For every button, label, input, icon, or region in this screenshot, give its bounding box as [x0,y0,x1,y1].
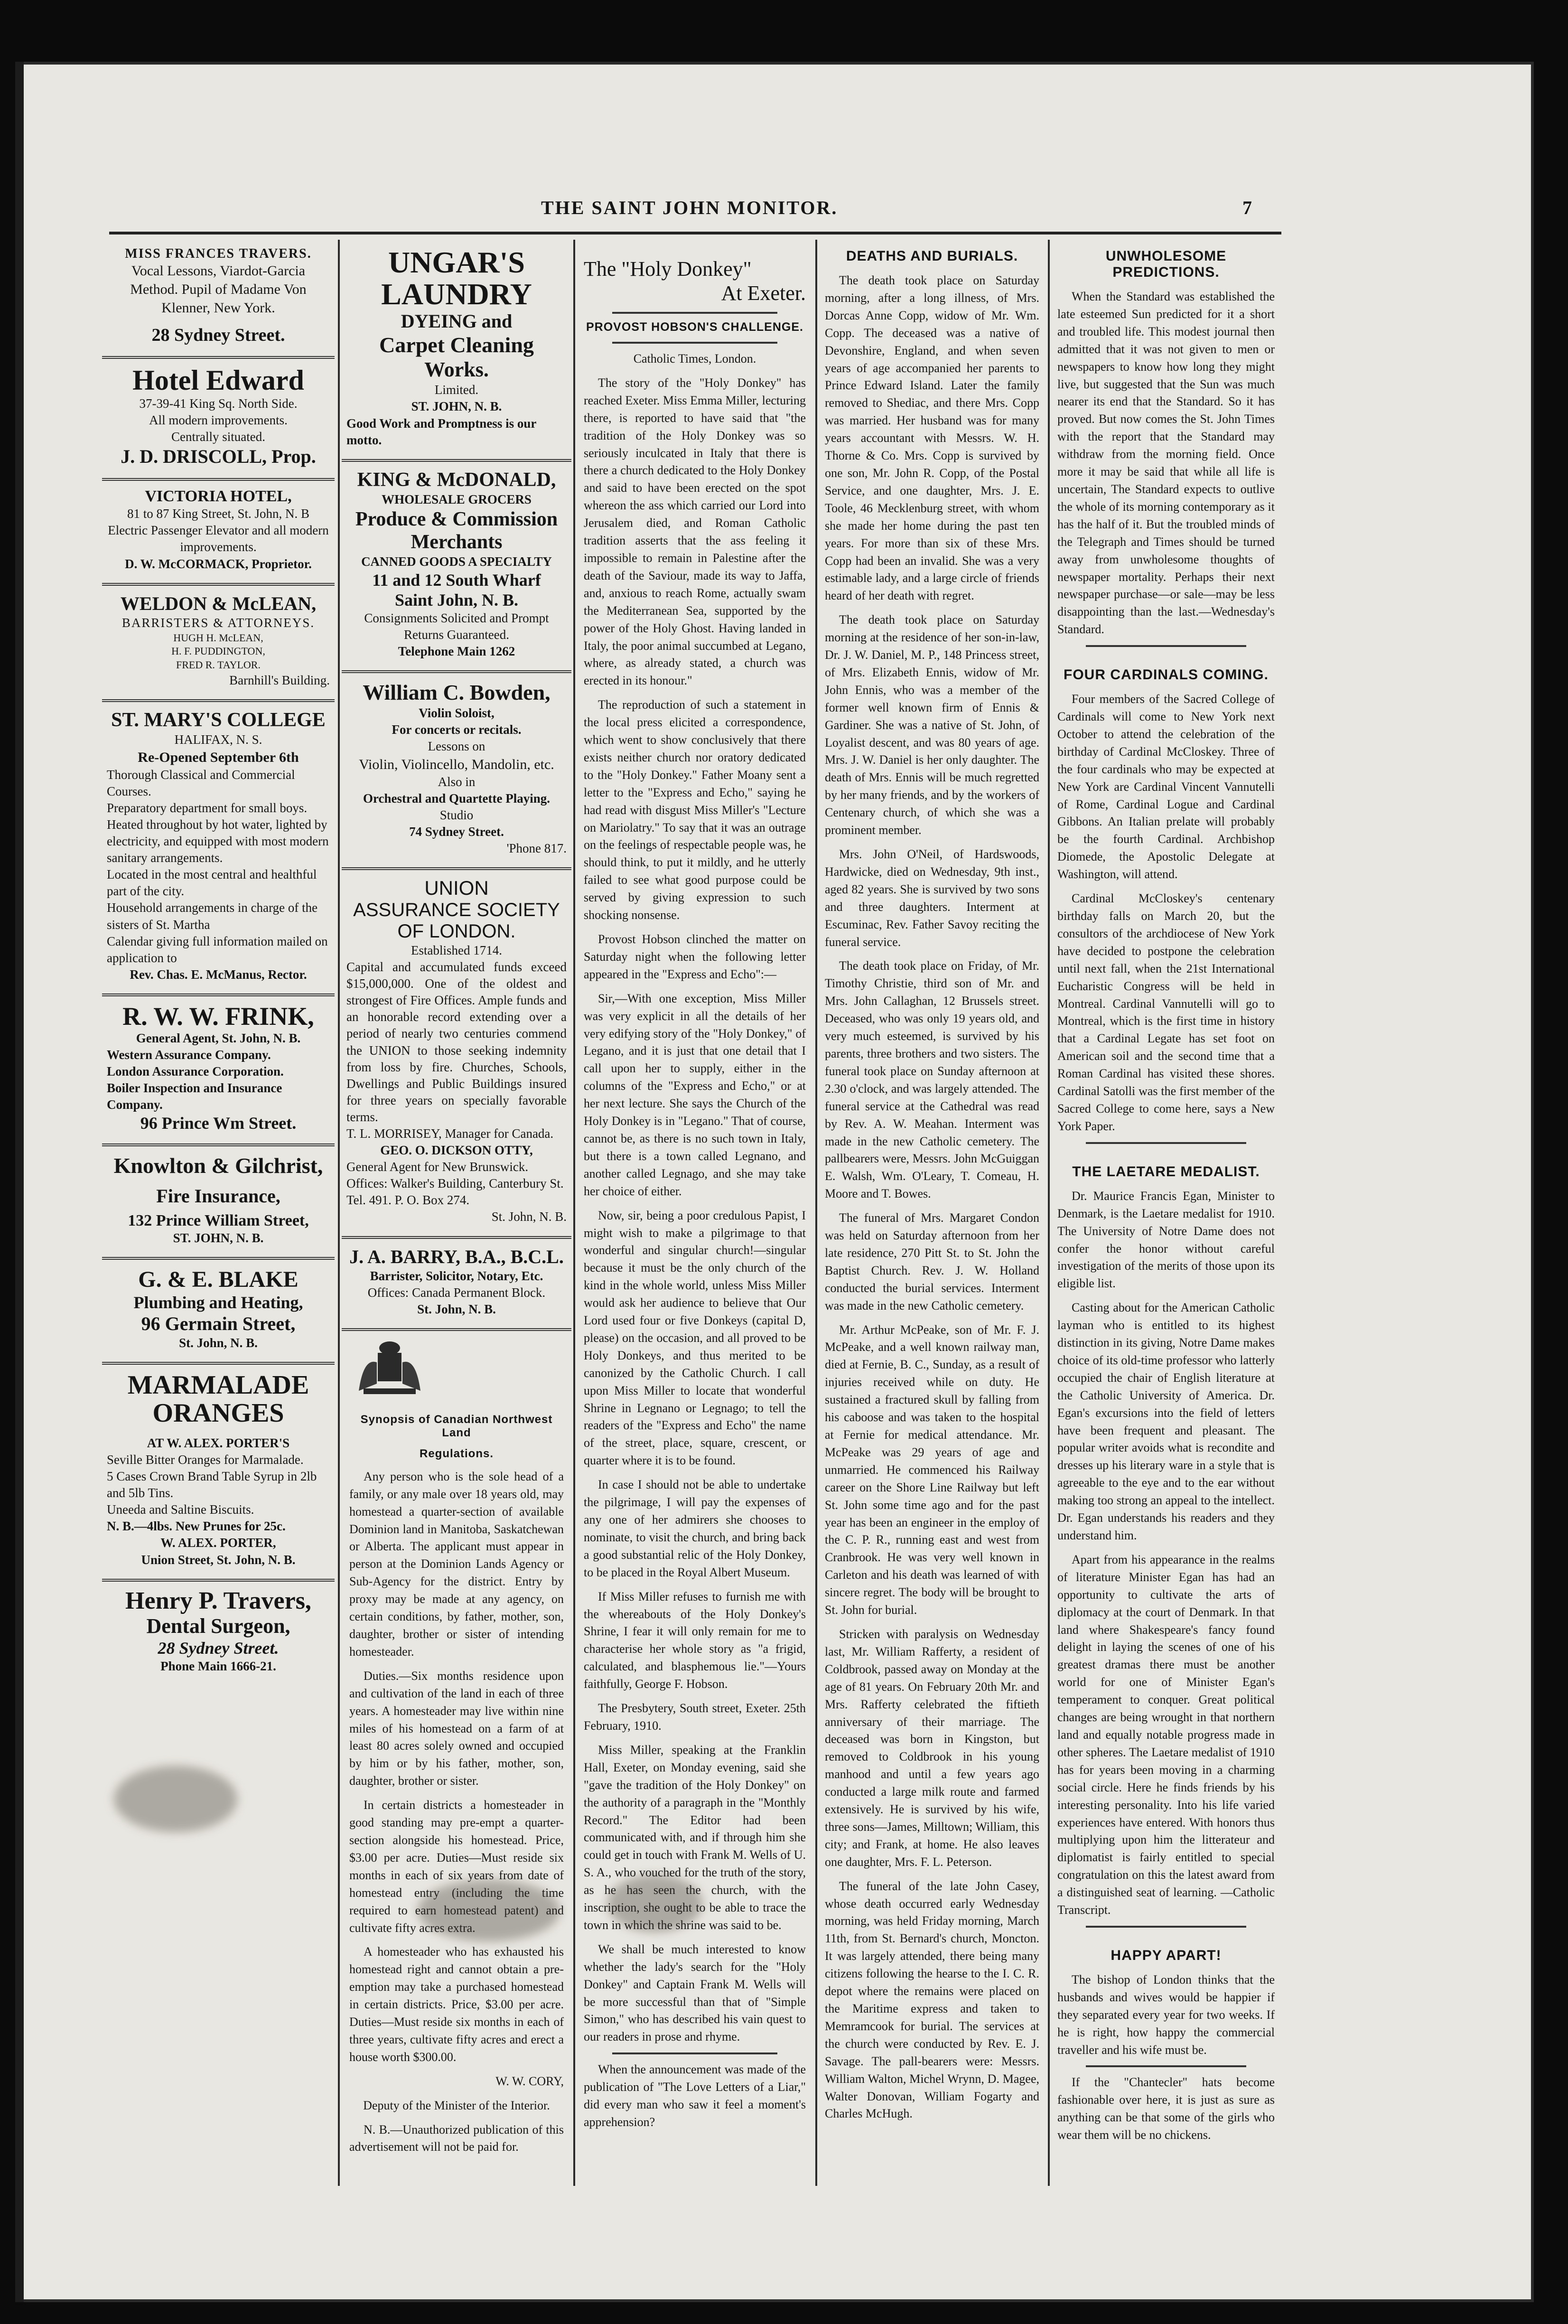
paragraph: In case I should not be able to undertake the pilgrimage, I will pay the expenses of any one of her admirers she chooses to nominate, to visit the church, and bring back a good substantial relic of the Holy Donkey, to be placed in the Royal Albert Museum. [584,1478,806,1579]
column-5-articles [1050,240,1282,2191]
ad-address: 96 Prince Wm Street. [140,1114,297,1133]
paragraph: If the "Chantecler" hats become fashionable over here, it is just as sure as anything can be that some of the girls who wear them will be no chickens. [1057,2075,1275,2142]
divider [1086,645,1246,647]
article-holy-donkey [576,240,813,2143]
paragraph: The bishop of London thinks that the husbands and wives would be happier if they separated every year for two weeks. If he is right, how happy the commercial traveller and his wife must be. [1057,1972,1275,2057]
ad-text: Orchestral and Quartette Playing. [363,791,550,806]
paragraph: Mr. Arthur McPeake, son of Mr. F. J. McPeake, and a well known railway man, died at Fernie, B. C., Sunday, as a result of injuries received while on duty. He sustained a fractured skull by falling from his caboose and was taken to the hospital at Fernie for medical attendance. Mr. McPeake was 29 years of age and unmarried. He commenced his Railway career on the Shore Line Railway but left St. John some time ago and for the past year has been an engineer in the employ of the C. P. R., running east and west from Cranbrook. He was very well known in Carleton and his death was learned of with sincere regret. The body will be brought to St. John for burial. [825,1322,1039,1617]
ad-phone: Telephone Main 1262 [398,644,515,659]
coat-of-arms-icon [349,1339,430,1400]
ad-text: Good Work and Promptness is our motto. [346,416,536,447]
ad-address: 28 Sydney Street. [158,1639,279,1658]
paragraph: The reproduction of such a statement in the local press elicited a correspondence, which went to show conclusively that there exists neither church nor oratory dedicated to the "Holy Donkey." Father Moany sent a letter to the "Express and Echo," saying he had read with disgust Miss Miller's "Lecture on Mariolatry." To say that it was an outrage on the feelings of respectable people was, he should think, to put it mildly, and he utterly failed to see what good purpose could be served by giving expression to such shocking nonsense. [584,698,806,922]
paragraph: The funeral of Mrs. Margaret Condon was held on Saturday afternoon from her late residence, 270 Pitt St. to St. John the Baptist Church. Rev. J. W. Holland conducted the burial services. Interment was made in the new Catholic cemetery. [825,1211,1039,1312]
paragraph: Four members of the Sacred College of Cardinals will come to New York next October to attend the celebration of the birthday of Cardinal McCloskey. Three of the four cardinals who may be expected at New York are Cardinal Vincent Vannutelli of Rome, Cardinal Logue and Cardinal Gibbons. An Italian prelate will probably be the fourth Cardinal. Archbishop Diomede, the Apostolic Delegate at Washington, will attend. [1057,692,1275,881]
ad-text: Western Assurance Company. [107,1047,271,1062]
ad-text: N. B.—4lbs. New Prunes for 25c. [107,1519,286,1534]
divider [612,2052,777,2054]
ad-heading: MISS FRANCES TRAVERS. [125,246,312,261]
water-stain [114,1766,237,1832]
ad-phone: Phone Main 1666-21. [160,1659,276,1674]
paragraph: A homesteader who has exhausted his homestead right and cannot obtain a pre-emption may take a purchased homestead in certain districts. Price, $3.00 per acre. Duties—Must reside six months in each of three years, cultivate fifty acres and erect a house worth $300.00. [349,1945,564,2064]
paragraph: Now, sir, being a poor credulous Papist, I might wish to make a pilgrimage to that wonderful and singular church!—singular because it must be the only church of the kind in the whole world, unless Miss Miller would ask her audience to believe that Our Lord used four or five Donkeys (capital D, please) on the occasion, and all proved to be Holy Donkeys, and thus merited to be canonized by the Catholic Church. I call upon Miss Miller to locate that wonderful Shrine in Legnano or Legnago; to tell the readers of the "Express and Echo" the name of the street, place, square, crescent, or quarter where it is to be found. [584,1208,806,1468]
ad-heading: LAUNDRY [381,277,532,311]
ad-text: All modern improvements. [149,413,288,428]
ad-text: Works. [424,358,489,382]
ad-st-marys-college [102,702,335,996]
ad-text: Preparatory department for small boys. Heated throughout by hot water, lighted by electricity, and equipped with most modern sanitary arrangements. [107,800,329,865]
column-1-ads [102,240,335,2191]
article-title: UNWHOLESOME PREDICTIONS. [1105,248,1227,280]
article-laetare-medalist [1050,1155,1282,1939]
ad-frances-travers [102,240,335,359]
ad-heading: UNION [424,876,489,899]
regulations-title: Regulations. [419,1447,494,1460]
paragraph: Casting about for the American Catholic layman who is entitled to its highest distinction in its giving, Notre Dame makes choice of its old-time professor who latterly occupied the chair of English literature at the Catholic University of America. Dr. Egan's excursions into the field of letters have been frequent and pleasant. The popular writer avoids what is recondite and dresses up his literary ware in a style that is agreeable to the eye and to the ear without making too strong an appeal to the intellect. Dr. Egan understands his readers and they understand him. [1057,1301,1275,1542]
paragraph: The death took place on Saturday morning at the residence of her son-in-law, Dr. J. W. Daniel, M. P., 148 Princess street, of Mrs. Elizabeth Ennis, widow of Mr. John Ennis, who was a member of the former well known firm of Ennis & Gardiner. She was a native of St. John, of Loyalist descent, and was 80 years of age. Mrs. J. W. Daniel is her only daughter. The death of Mrs. Ennis will be much regretted by her many friends, and by the workers of Centenary church, of which she was a prominent member. [825,613,1039,837]
ad-text: Barnhill's Building. [229,673,330,687]
paragraph: When the Standard was established the late esteemed Sun predicted for it a short and troubled life. This modest journal then admitted that it was not given to men or newspapers to know how long they might live, but suggested that the Sun was much nearer its end that the Standard. So it has proved. But now comes the St. John Times with the report that the Standard may withdraw from the morning field. Once more it may be said that while all life is uncertain, The Standard expects to outlive the whole of its morning contemporary as it has the half of it. But the troubled minds of the Telegraph and Times should be turned away from unwholesome thoughts of newspaper mortality. Perhaps their next newspaper purchase—or sale—may be less disappointing than the last.—Wednesday's Standard. [1057,290,1275,637]
ad-heading: VICTORIA HOTEL, [145,487,292,506]
ad-heading: WELDON & McLEAN, [120,592,317,614]
ad-text: Fire Insurance, [156,1185,280,1207]
ad-heading: UNGAR'S [388,245,525,279]
paragraph: Mrs. John O'Neil, of Hardswoods, Hardwicke, died on Wednesday, 9th inst., aged 82 years. She is survived by two sons and three daughters. Interment at Escuminac, Rev. Father Savoy reciting the funeral service. [825,847,1039,949]
signature: W. W. CORY, [495,2074,564,2088]
ad-text: 5 Cases Crown Brand Table Syrup in 2lb and 5lb Tins. [107,1469,317,1500]
ad-text: DYEING and [401,310,513,332]
ad-text: St. John, N. B. [491,1209,567,1224]
paragraph: The death took place on Friday, of Mr. Timothy Christie, third son of Mr. and Mrs. John Callaghan, 12 Brussels street. Deceased, who was only 19 years old, and very much esteemed, is survived by his parents, three brothers and two sisters. The funeral took place on Sunday afternoon at 2.30 o'clock, and was largely attended. The funeral service at the Cathedral was read by Rev. A. W. Meahan. Interment was made in the new Catholic cemetery. The pallbearers were, Messrs. John McGuiggan E. Walsh, Wm. O'Leary, T. Comeau, H. Moore and T. Bowes. [825,959,1039,1201]
ad-text: Dental Surgeon, [146,1614,290,1638]
newspaper-title: THE SAINT JOHN MONITOR. [541,197,838,218]
ad-text: BARRISTERS & ATTORNEYS. [121,615,315,630]
ad-text: Produce & Commission [355,508,558,530]
paragraph: N. B.—Unauthorized publication of this advertisement will not be paid for. [349,2122,564,2154]
article-subtitle: PROVOST HOBSON'S CHALLENGE. [586,320,803,334]
ad-text: CANNED GOODS A SPECIALTY [361,554,552,569]
ad-text: Consignments Solicited and Prompt Returns Guaranteed. [364,610,549,642]
ad-text: St. John, N. B. [417,1302,496,1316]
article-four-cardinals [1050,658,1282,1155]
ad-text: Electric Passenger Elevator and all modern improvements. [108,523,329,554]
ad-text: AT W. ALEX. PORTER'S [147,1435,290,1450]
divider [1086,1142,1246,1144]
ad-text: Vocal Lessons, Viardot-Garcia Method. Pupil of Madame Von Klenner, New York. [130,263,307,316]
ad-heading: ASSURANCE SOCIETY [353,899,560,920]
paragraph: Apart from his appearance in the realms of literature Minister Egan has had an opportunity to cultivate the arts of diplomacy at the court of Denmark. In that land where Shakespeare's fancy found delight in laying the scenes of one of his greatest dramas there must be another world for one of Minister Egan's temperament to conquer. Great political changes are being wrought in that northern land and equally notable progress made in other spheres. The Laetare medalist of 1910 has for years been moving in a charming social circle. Here he finds friends by his interesting personality. Into his life varied experiences have entered. With honors thus multiplying upon him the litterateur and diplomatist is fairly entitled to special congratulation on this the latest award from a distinguished seat of learning. —Catholic Transcript. [1057,1552,1275,1917]
article-title: HAPPY APART! [1111,1947,1222,1963]
ad-address: 11 and 12 South Wharf [372,570,541,590]
ad-heading: ST. MARY'S COLLEGE [111,709,326,731]
ad-text: Carpet Cleaning [379,333,534,357]
divider [1086,1926,1246,1928]
ad-heading: OF LONDON. [397,920,516,942]
ad-text: Capital and accumulated funds exceed $15,000,000. One of the oldest and strongest of Fire Offices. Ample funds and an honorable record extending over a period of nearly two centuries commend the UNION to those seeking indemnity from loss by fire. Churches, Schools, Dwellings and Public Buildings insured for three years on specially favorable terms. [346,960,567,1124]
ad-knowlton-gilchrist [102,1146,335,1260]
paragraph: Provost Hobson clinched the matter on Saturday night when the following letter appeared in the "Express and Echo":— [584,932,806,981]
page-number: 7 [1242,197,1252,218]
column-rule [338,240,340,2186]
article-title: THE LAETARE MEDALIST. [1072,1163,1260,1180]
ad-william-bowden [342,673,571,870]
ad-text: Offices: Canada Permanent Block. [367,1285,546,1300]
ad-heading: William C. Bowden, [363,680,551,705]
ad-address: 96 Germain Street, [141,1313,296,1335]
ad-text: St. John, N. B. [179,1336,258,1350]
ad-text: H. F. PUDDINGTON, [171,645,265,657]
ad-ungars-laundry [342,240,571,462]
ad-proprietor: J. D. DRISCOLL, Prop. [121,446,316,468]
header-rule [109,232,1281,234]
divider [612,342,777,344]
ad-text: GEO. O. DICKSON OTTY, [380,1143,533,1158]
divider [1086,2065,1246,2067]
paragraph: Sir,—With one exception, Miss Miller was very explicit in all the details of her very edifying story of the "Holy Donkey," of Legano, and it is just that one detail that I call upon her to supply, either in the columns of the "Express and Echo," or at her next lecture. She says the Church of the Holy Donkey is in "Legano." That of course, cannot be, as there is no such town in Italy, but there is a town called Legnano, and another called Legnago, and she may take her choice of either. [584,991,806,1198]
ad-ja-barry [342,1239,571,1331]
ad-text: Re-Opened September 6th [138,749,299,765]
ad-text: Uneeda and Saltine Biscuits. [107,1502,254,1517]
ad-text: For concerts or recitals. [392,722,522,737]
ad-heading: G. & E. BLAKE [138,1267,299,1293]
article-title: FOUR CARDINALS COMING. [1064,667,1269,683]
article-title: The "Holy Donkey" [584,257,752,281]
ad-union-assurance [342,870,571,1239]
ad-address: 28 Sydney Street. [151,325,285,345]
ad-text: ST. JOHN, N. B. [173,1231,264,1246]
ad-text: Seville Bitter Oranges for Marmalade. [107,1452,304,1467]
ad-text: Merchants [411,531,503,553]
ad-address: Saint John, N. B. [394,590,519,609]
article-title: DEATHS AND BURIALS. [846,248,1018,264]
paragraph: In certain districts a homesteader in good standing may pre-empt a quarter-section alongside his homestead. Price, $3.00 per acre. Duties—Must reside six months in each of six years from date of homestead entry (including the time required to earn homestead patent) and cultivate fifty acres extra. [349,1798,564,1935]
water-stain [607,1875,702,1932]
ad-text: Centrally situated. [171,430,265,444]
column-rule [573,240,575,2186]
article-deaths-burials [817,240,1047,2134]
ad-text: General Agent for New Brunswick. Offices: Walker's Building, Canterbury St. Tel. 491. P. O. Box 274. [346,1160,564,1208]
synopsis-title: Synopsis of Canadian Northwest Land [360,1413,553,1439]
divider [612,312,777,314]
ad-text: Violin, Violincello, Mandolin, etc. [359,756,554,772]
paragraph: When the announcement was made of the publication of "The Love Letters of a Liar," did every man who saw it feel a moment's apprehension? [584,2062,806,2129]
paragraph: If Miss Miller refuses to furnish me with the whereabouts of the Holy Donkey's Shrine, I fear it will only remain for me to characterise her whole story as "a frigid, calculated, and blasphemous lie."—Yours faithfully, George F. Hobson. [584,1589,806,1691]
water-stain [418,1880,560,1941]
ad-text: FRED R. TAYLOR. [176,658,261,671]
ad-text: W. ALEX. PORTER, [160,1536,276,1550]
page-edge-shadow [15,62,24,2302]
paragraph: Miss Miller, speaking at the Franklin Hall, Exeter, on Monday evening, said she "gave the tradition of the Holy Donkey" on the authority of a paragraph in the "Monthly Record." The Editor had been communicated with, and if through him she could get in touch with Frank M. Wells of U. S. A., who vouched for the truth of the story, as he has seen the church, with the inscription, she ought to be able to trace the town in which the shrine was said to be. [584,1743,806,1932]
page-header [0,138,1568,218]
ad-frink [102,996,335,1146]
ad-heading: R. W. W. FRINK, [122,1002,314,1031]
paragraph: Any person who is the sole head of a family, or any male over 18 years old, may homestead a quarter-section of available Dominion land in Manitoba, Saskatchewan or Alberta. The applicant must appear in person at the Dominion Lands Agency or Sub-Agency for the district. Entry by proxy may be made at any agency, on certain conditions, by father, mother, son, daughter, brother or sister of intending homesteader. [349,1469,564,1659]
ad-hotel-edward [102,359,335,481]
ad-weldon-mclean [102,586,335,702]
ad-text: WHOLESALE GROCERS [382,492,532,506]
ad-text: Thorough Classical and Commercial Courses. [107,767,295,798]
ad-victoria-hotel [102,481,335,585]
paragraph: Stricken with paralysis on Wednesday last, Mr. William Rafferty, a resident of Coldbrook, passed away on Monday at the age of 81 years. On February 20th Mr. and Mrs. Rafferty celebrated the fiftieth anniversary of their marriage. The deceased was born in Kingston, but removed to Coldbrook in his young manhood and until a few years ago conducted a large milk route and farmed extensively. He is survived by his wife, three sons—James, Milltown; William, this city; and Frank, at home. He also leaves one daughter, Mrs. F. L. Peterson. [825,1627,1040,1869]
ad-text: HALIFAX, N. S. [174,732,262,747]
ad-text: Studio [439,807,474,822]
article-title: At Exeter. [721,281,806,305]
paragraph: The story of the "Holy Donkey" has reached Exeter. Miss Emma Miller, lecturing there, is reported to have said that "the tradition of the Holy Donkey was so seriously inculcated in Italy that there is there a church dedicated to the Holy Donkey and said to have been erected on the spot whereon the ass which carried our Lord into Jerusalem died, and Roman Catholic tradition asserts that the ass feeling it impossible to remain in Palestine after the death of the Saviour, made its way to Jaffa, and, anxious to reach Rome, actually swam the Mediterranean Sea, supported by the power of the Holy Ghost. Having landed in Italy, the poor animal succumbed at Legano, where, as already stated, a church was erected in its honour." [584,375,806,688]
article-unwholesome-predictions [1050,240,1282,658]
land-regulations-notice [342,1331,571,2168]
ad-text: HUGH H. McLEAN, [173,631,263,644]
ad-marmalade-oranges [102,1365,335,1581]
paragraph: Catholic Times, London. [633,352,756,365]
ad-heading: Knowlton & Gilchrist, [113,1153,323,1178]
ad-text: Lessons on [428,739,485,754]
ad-heading: MARMALADE ORANGES [127,1370,309,1428]
paragraph: We shall be much interested to know whether the lady's search for the "Holy Donkey" and Captain Frank M. Wells will be more successful than that of "Simple Simon," who has described his vain quest to our readers in prose and rhyme. [584,1942,806,2044]
ad-text: Located in the most central and healthful part of the city. [107,867,317,899]
ad-proprietor: D. W. McCORMACK, Proprietor. [125,556,312,571]
paragraph: Duties.—Six months residence upon and cultivation of the land in each of three years. A homesteader may live within nine miles of his homestead on a farm of at least 80 acres solely owned and occupied by him or by his father, mother, son, daughter, brother or sister. [349,1668,564,1788]
ad-heading: KING & McDONALD, [357,469,556,491]
ad-text: ST. JOHN, N. B. [411,399,502,414]
ad-text: T. L. MORRISEY, Manager for Canada. [346,1126,554,1141]
paragraph: The funeral of the late John Casey, whose death occurred early Wednesday morning, was held Friday morning, March 11th, from St. Bernard's church, Moncton. It was largely attended, there being many citizens following the hearse to the I. C. R. depot where the remains were placed on the Maritime express and taken to Memramcook for burial. The services at the church were conducted by Rev. E. J. Savage. The pall-bearers were: Messrs. William Walton, Michel Wrynn, D. Magee, Walter Donovan, William Fogarty and Charles McHugh. [825,1879,1039,2121]
ad-text: Rev. Chas. E. McManus, Rector. [130,967,307,982]
ad-text: Barrister, Solicitor, Notary, Etc. [370,1268,543,1283]
paragraph: The Presbytery, South street, Exeter. 25th February, 1910. [584,1701,806,1733]
ad-text: Plumbing and Heating, [133,1293,303,1312]
paragraph: Dr. Maurice Francis Egan, Minister to Denmark, is the Laetare medalist for 1910. The University of Notre Dame does not confer the honor without careful investigation of the merits of those upon its eligible list. [1057,1189,1275,1291]
ad-henry-travers [102,1582,335,1686]
ad-heading: Henry P. Travers, [125,1587,311,1614]
ad-text: Household arrangements in charge of the sisters of St. Martha [107,900,318,932]
ad-text: Calendar giving full information mailed on application to [107,934,328,965]
ad-text: Union Street, St. John, N. B. [141,1552,296,1567]
ad-address: 74 Sydney Street. [409,824,504,839]
ad-heading: J. A. BARRY, B.A., B.C.L. [349,1246,564,1267]
ad-text: Also in [438,774,476,789]
ad-king-mcdonald [342,462,571,673]
ad-text: Established 1714. [411,943,502,957]
ad-text: Limited. [434,383,479,397]
ad-phone: 'Phone 817. [506,841,567,855]
ad-text: 81 to 87 King Street, St. John, N. B [127,506,309,521]
paragraph: Deputy of the Minister of the Interior. [363,2098,550,2112]
paragraph: Cardinal McCloskey's centenary birthday falls on March 20, but the consultors of the archdiocese of New York have decided to postpone the celebration until next fall, when the 21st International Eucharistic Congress will be held in Montreal. Cardinal Vannutelli will go to Montreal, which is the first time in history that a Cardinal Legate has set foot on American soil and the second time that a Roman Cardinal has visited these shores. Cardinal Satolli was the first member of the Sacred College to come here, says a New York Paper. [1057,891,1275,1133]
paragraph: The death took place on Saturday morning, after a long illness, of Mrs. Dorcas Anne Copp, widow of Mr. Wm. Copp. The deceased was a native of Devonshire, England, and when seven years of age accompanied her parents to Prince Edward Island. Later the family removed to Shediac, and there Mrs. Copp was married. Her husband was for many years accountant with Messrs. W. H. Thorne & Co. Mrs. Copp is survived by one son, Mr. John R. Copp, of the Postal Service, and one daughter, Mrs. J. E. Toole, 46 Mecklenburg street, with whom she made her home during the past ten years. For more than six of these Mrs. Copp had been an invalid. She was a very estimable lady, and a large circle of friends heard of her death with regret. [825,273,1039,603]
ad-text: 37-39-41 King Sq. North Side. [139,396,298,411]
ad-text: Violin Soloist, [419,706,495,721]
column-4-deaths [817,240,1047,2191]
article-happy-apart [1050,1939,1282,2155]
ad-text: London Assurance Corporation. [107,1064,284,1078]
ad-text: Boiler Inspection and Insurance Company. [107,1080,282,1112]
ad-heading: Hotel Edward [132,365,304,396]
ad-blake [102,1260,335,1365]
ad-text: General Agent, St. John, N. B. [136,1031,301,1045]
ad-address: 132 Prince William Street, [128,1212,309,1230]
